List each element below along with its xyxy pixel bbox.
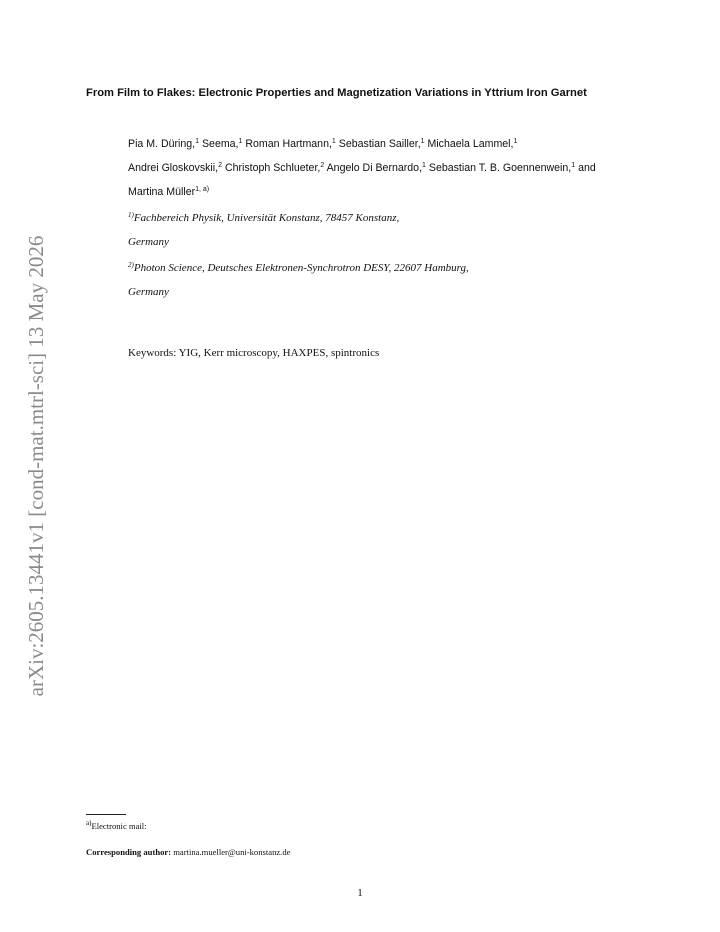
- author-name: Seema,: [201, 138, 239, 150]
- affiliation-mark: 1): [128, 211, 134, 219]
- author-affiliation-mark: 1: [571, 162, 576, 169]
- affiliation-text: Fachbereich Physik, Universität Konstanz, 78457 Konstanz,: [133, 212, 400, 224]
- footnote-divider: [86, 814, 126, 815]
- author-list: [128, 132, 628, 204]
- keywords: Keywords: YIG, Kerr microscopy, HAXPES, spintronics: [128, 347, 380, 359]
- author-name: Andrei Gloskovskii,: [128, 162, 219, 174]
- author-name: Pia M. Düring,: [128, 138, 196, 150]
- footnote-mark: a): [86, 819, 92, 827]
- author-affiliation-mark: 2: [218, 162, 222, 169]
- corresponding-author-email[interactable]: martina.mueller@uni-konstanz.de: [173, 847, 291, 857]
- arxiv-identifier-stamp: [18, 200, 54, 732]
- affiliation-2: [128, 256, 628, 304]
- author-affiliation-mark: 1: [513, 138, 518, 145]
- author-affiliation-mark: 1, a): [195, 186, 210, 193]
- affiliation-1: [128, 206, 628, 254]
- author-affiliation-mark: 1: [422, 162, 426, 169]
- affiliation-text: Photon Science, Deutsches Elektronen-Synchrotron DESY, 22607 Hamburg,: [133, 262, 469, 274]
- footnote-text: Electronic mail:: [91, 821, 147, 831]
- author-name: Sebastian T. B. Goennenwein,: [428, 162, 572, 174]
- affiliation-country: Germany: [128, 236, 169, 248]
- paper-title: From Film to Flakes: Electronic Properties and Magnetization Variations in Yttrium Iron Garnet: [86, 87, 587, 99]
- author-name: Roman Hartmann,: [245, 138, 332, 150]
- author-name: Michaela Lammel,: [427, 138, 514, 150]
- corresponding-author: [86, 845, 290, 859]
- page-number: 1: [357, 887, 363, 899]
- affiliation-country: Germany: [128, 286, 169, 298]
- author-affiliation-mark: 1: [238, 138, 243, 145]
- arxiv-identifier-text: arXiv:2605.13441v1 [cond-mat.mtrl-sci] 13 May 2026: [24, 235, 48, 697]
- author-affiliation-mark: 1: [420, 138, 425, 145]
- author-affiliation-mark: 1: [195, 138, 200, 145]
- affiliation-mark: 2): [128, 261, 134, 269]
- author-name: Angelo Di Bernardo,: [326, 162, 423, 174]
- corresponding-author-label: Corresponding author:: [86, 847, 172, 857]
- footnote: [86, 819, 147, 833]
- author-affiliation-mark: 1: [331, 138, 336, 145]
- author-name: Sebastian Sailler,: [338, 138, 421, 150]
- author-name: and Martina Müller: [128, 162, 596, 198]
- author-name: Christoph Schlueter,: [224, 162, 321, 174]
- author-affiliation-mark: 2: [320, 162, 325, 169]
